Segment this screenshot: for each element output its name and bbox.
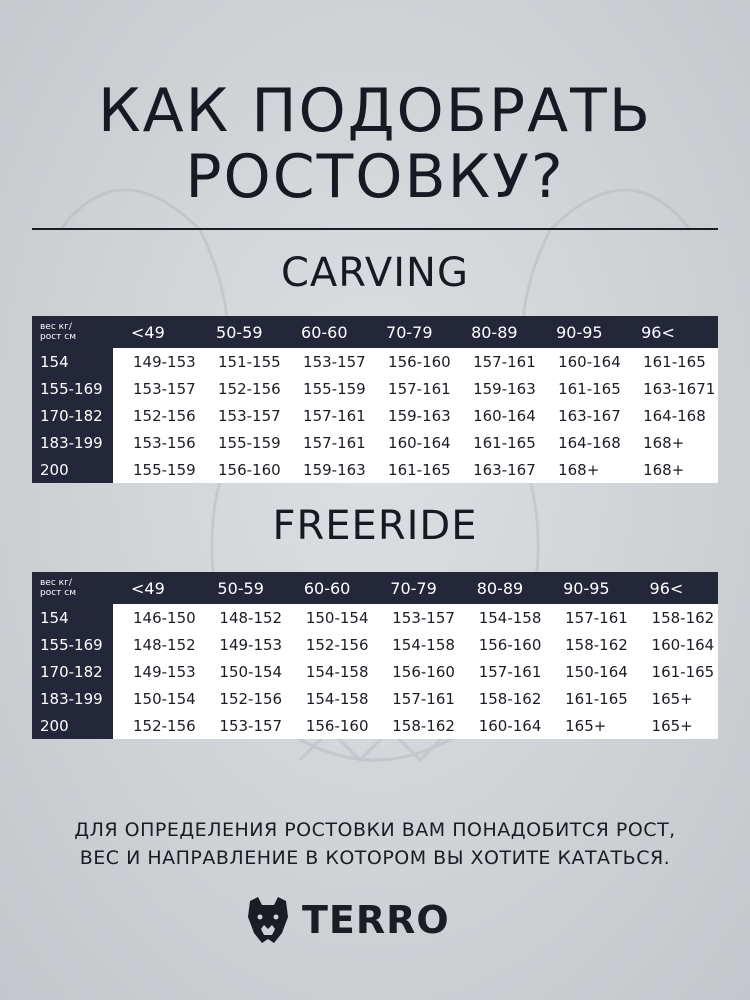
table-header-row	[32, 316, 718, 348]
table-cell: 165+	[632, 712, 718, 739]
table-row	[32, 348, 718, 375]
table-cell: 159-163	[283, 456, 368, 483]
column-header: 70-79	[372, 572, 458, 604]
row-header: 154	[32, 604, 113, 631]
table-cell: 148-152	[199, 604, 285, 631]
table-cell: 150-154	[286, 604, 372, 631]
table-row	[32, 658, 718, 685]
column-header: <49	[113, 316, 198, 348]
table-cell: 156-160	[286, 712, 372, 739]
column-header: 80-89	[453, 316, 538, 348]
table-cell: 165+	[632, 685, 718, 712]
page-title	[0, 78, 750, 210]
table-cell: 168+	[538, 456, 623, 483]
table-cell: 156-160	[198, 456, 283, 483]
table-cell: 161-165	[623, 348, 718, 375]
table-row	[32, 456, 718, 483]
title-line-1: КАК ПОДОБРАТЬ	[98, 76, 652, 146]
table-cell: 158-162	[372, 712, 458, 739]
table-cell: 160-164	[632, 631, 718, 658]
table-cell: 157-161	[545, 604, 631, 631]
table-cell: 157-161	[283, 402, 368, 429]
column-header: 60-60	[283, 316, 368, 348]
table-cell: 153-156	[113, 429, 198, 456]
carving-title: CARVING	[281, 250, 469, 296]
row-header: 170-182	[32, 402, 113, 429]
title-divider	[32, 228, 718, 230]
table-cell: 161-165	[453, 429, 538, 456]
bear-head-icon	[246, 895, 290, 945]
table-cell: 158-162	[459, 685, 545, 712]
table-cell: 152-156	[113, 402, 198, 429]
table-cell: 160-164	[538, 348, 623, 375]
column-header: 96<	[632, 572, 718, 604]
table-row	[32, 429, 718, 456]
table-cell: 156-160	[459, 631, 545, 658]
freeride-title: FREERIDE	[272, 503, 478, 549]
table-cell: 155-159	[198, 429, 283, 456]
table-cell: 154-158	[372, 631, 458, 658]
row-header: 155-169	[32, 631, 113, 658]
table-cell: 148-152	[113, 631, 199, 658]
table-row	[32, 631, 718, 658]
table-cell: 160-164	[459, 712, 545, 739]
table-row	[32, 375, 718, 402]
corner-label-line-2: рост см	[40, 332, 77, 342]
table-cell: 156-160	[372, 658, 458, 685]
row-header: 183-199	[32, 685, 113, 712]
corner-label	[32, 316, 113, 348]
column-header: 60-60	[286, 572, 372, 604]
row-header: 154	[32, 348, 113, 375]
table-cell: 156-160	[368, 348, 453, 375]
table-cell: 150-154	[199, 658, 285, 685]
table-cell: 151-155	[198, 348, 283, 375]
table-cell: 149-153	[199, 631, 285, 658]
table-row	[32, 402, 718, 429]
table-cell: 154-158	[459, 604, 545, 631]
table-cell: 153-157	[113, 375, 198, 402]
table-cell: 154-158	[286, 658, 372, 685]
corner-label-line-1: вес кг/	[40, 322, 72, 332]
table-cell: 152-156	[198, 375, 283, 402]
column-header: <49	[113, 572, 199, 604]
table-cell: 163-167	[453, 456, 538, 483]
brand-name: TERRO	[302, 898, 450, 942]
table-cell: 149-153	[113, 348, 198, 375]
column-header: 90-95	[545, 572, 631, 604]
table-cell: 161-165	[632, 658, 718, 685]
row-header: 200	[32, 456, 113, 483]
brand-logo	[246, 894, 450, 946]
table-cell: 163-167	[538, 402, 623, 429]
corner-label-line-1: вес кг/	[40, 578, 72, 588]
table-cell: 153-157	[198, 402, 283, 429]
table-cell: 163-1671	[623, 375, 718, 402]
row-header: 155-169	[32, 375, 113, 402]
table-header-row	[32, 572, 718, 604]
freeride-size-table	[32, 572, 718, 739]
instruction-note	[0, 816, 750, 872]
table-cell: 159-163	[368, 402, 453, 429]
table-cell: 157-161	[453, 348, 538, 375]
table-cell: 160-164	[453, 402, 538, 429]
table-cell: 149-153	[113, 658, 199, 685]
table-cell: 150-154	[113, 685, 199, 712]
column-header: 70-79	[368, 316, 453, 348]
table-cell: 161-165	[368, 456, 453, 483]
table-cell: 157-161	[459, 658, 545, 685]
table-cell: 159-163	[453, 375, 538, 402]
table-cell: 168+	[623, 456, 718, 483]
table-cell: 158-162	[632, 604, 718, 631]
table-cell: 161-165	[545, 685, 631, 712]
table-cell: 152-156	[286, 631, 372, 658]
table-row	[32, 685, 718, 712]
row-header: 183-199	[32, 429, 113, 456]
table-cell: 153-157	[199, 712, 285, 739]
table-cell: 157-161	[368, 375, 453, 402]
table-cell: 150-164	[545, 658, 631, 685]
table-cell: 157-161	[372, 685, 458, 712]
column-header: 80-89	[459, 572, 545, 604]
title-line-2: РОСТОВКУ?	[185, 142, 565, 212]
corner-label	[32, 572, 113, 604]
table-cell: 160-164	[368, 429, 453, 456]
row-header: 200	[32, 712, 113, 739]
table-cell: 165+	[545, 712, 631, 739]
table-cell: 153-157	[283, 348, 368, 375]
table-row	[32, 712, 718, 739]
table-cell: 154-158	[286, 685, 372, 712]
corner-label-line-2: рост см	[40, 588, 77, 598]
table-cell: 146-150	[113, 604, 199, 631]
carving-size-table	[32, 316, 718, 483]
table-cell: 155-159	[283, 375, 368, 402]
table-cell: 168+	[623, 429, 718, 456]
table-cell: 158-162	[545, 631, 631, 658]
note-line-1: ДЛЯ ОПРЕДЕЛЕНИЯ РОСТОВКИ ВАМ ПОНАДОБИТСЯ РОСТ,	[74, 819, 676, 841]
table-cell: 161-165	[538, 375, 623, 402]
column-header: 90-95	[538, 316, 623, 348]
table-cell: 152-156	[199, 685, 285, 712]
table-cell: 155-159	[113, 456, 198, 483]
table-cell: 152-156	[113, 712, 199, 739]
table-row	[32, 604, 718, 631]
table-cell: 153-157	[372, 604, 458, 631]
table-cell: 164-168	[538, 429, 623, 456]
column-header: 50-59	[199, 572, 285, 604]
note-line-2: ВЕС И НАПРАВЛЕНИЕ В КОТОРОМ ВЫ ХОТИТЕ КАТАТЬСЯ.	[79, 847, 671, 869]
column-header: 96<	[623, 316, 718, 348]
row-header: 170-182	[32, 658, 113, 685]
table-cell: 157-161	[283, 429, 368, 456]
table-cell: 164-168	[623, 402, 718, 429]
column-header: 50-59	[198, 316, 283, 348]
